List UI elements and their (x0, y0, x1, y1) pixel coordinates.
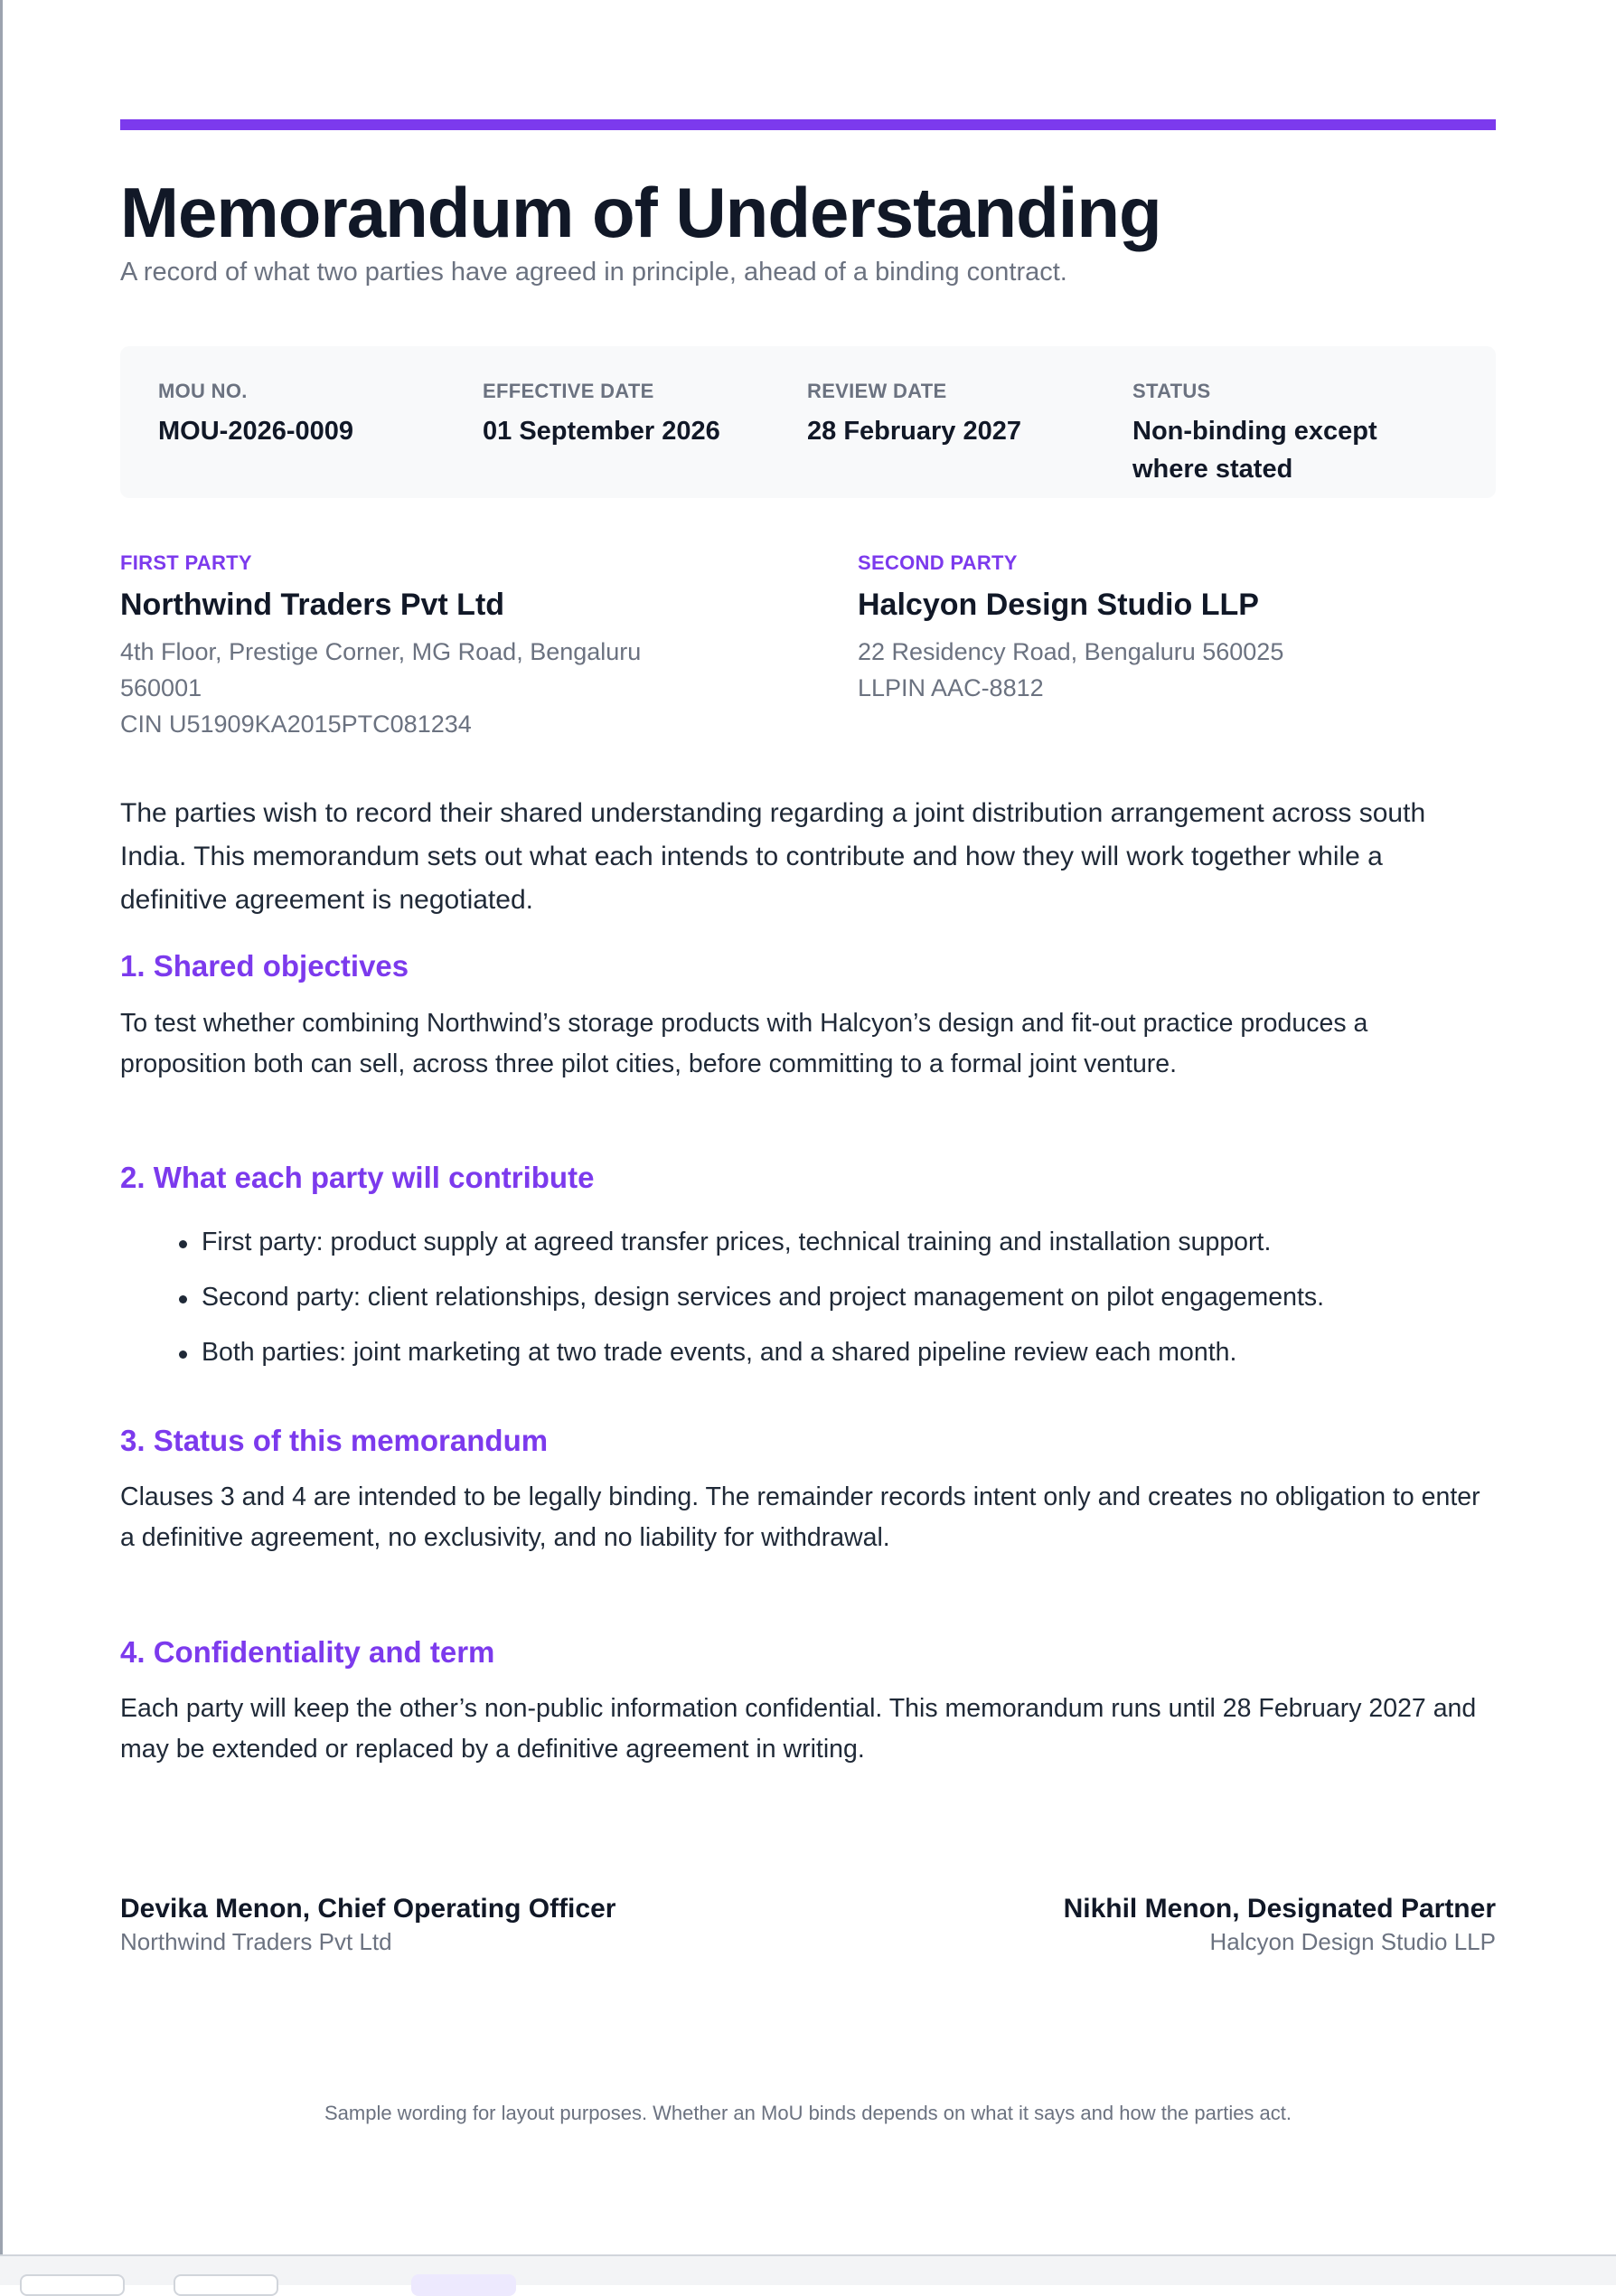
toolbar-tab-active[interactable] (411, 2274, 516, 2296)
section-heading-status: 3. Status of this memorandum (120, 1424, 549, 1457)
meta-panel (120, 346, 1496, 498)
list-item: Second party: client relationships, design services and project management on pilot engagements. (120, 1277, 1496, 1332)
list-item: Both parties: joint marketing at two trade events, and a shared pipeline review each month. (120, 1332, 1496, 1388)
party-label: SECOND PARTY (858, 551, 1018, 574)
meta-status (1132, 380, 1431, 488)
meta-value: 28 February 2027 (807, 417, 1021, 446)
signature-first-party (120, 1894, 615, 1956)
meta-label: REVIEW DATE (807, 380, 947, 402)
party-name: Northwind Traders Pvt Ltd (120, 588, 505, 622)
signatory-organisation: Northwind Traders Pvt Ltd (120, 1928, 392, 1955)
list-item: First party: product supply at agreed transfer prices, technical training and installation support. (120, 1222, 1496, 1277)
signatory-name: Nikhil Menon, Designated Partner (1063, 1894, 1496, 1924)
accent-bar (120, 119, 1496, 130)
section-heading-contributions: 2. What each party will contribute (120, 1161, 595, 1194)
first-party-block (120, 551, 699, 742)
signatory-name: Devika Menon, Chief Operating Officer (120, 1894, 616, 1924)
party-registration: LLPIN AAC-8812 (858, 674, 1044, 701)
document-subtitle: A record of what two parties have agreed in principle, ahead of a binding contract. (120, 258, 1067, 287)
signature-second-party (1064, 1894, 1496, 1956)
footnote: Sample wording for layout purposes. Whether an MoU binds depends on what it says and how the parties act. (324, 2102, 1292, 2124)
party-registration: CIN U51909KA2015PTC081234 (120, 710, 472, 738)
meta-value: MOU-2026-0009 (158, 417, 353, 446)
section-heading-confidentiality: 4. Confidentiality and term (120, 1635, 495, 1669)
meta-label: STATUS (1132, 380, 1211, 402)
document-title: Memorandum of Understanding (120, 173, 1161, 252)
party-label: FIRST PARTY (120, 551, 252, 574)
signatory-organisation: Halcyon Design Studio LLP (1209, 1928, 1496, 1955)
party-address-line: 22 Residency Road, Bengaluru 560025 (858, 638, 1284, 665)
meta-label: EFFECTIVE DATE (483, 380, 654, 402)
section-body-objectives: To test whether combining Northwind’s storage products with Halcyon’s design and fit-out practice produces a proposition both can sell, across three pilot cities, before committing to a formal joint venture. (120, 1009, 1368, 1078)
section-heading-objectives: 1. Shared objectives (120, 949, 409, 983)
section-body-confidentiality: Each party will keep the other’s non-public information confidential. This memorandum runs until 28 February 2027 and may be extended or replaced by a definitive agreement in writing. (120, 1694, 1477, 1764)
meta-mou-number (158, 380, 447, 450)
meta-value: 01 September 2026 (483, 417, 720, 446)
meta-effective-date (483, 380, 772, 450)
toolbar-tab[interactable] (174, 2274, 278, 2296)
section-body-status: Clauses 3 and 4 are intended to be legally binding. The remainder records intent only and creates no obligation to enter a definitive agreement, no exclusivity, and no liability for withdrawal. (120, 1482, 1480, 1552)
second-party-block (858, 551, 1436, 706)
party-address (858, 634, 1436, 706)
contributions-list (120, 1222, 1496, 1388)
meta-label: MOU NO. (158, 380, 248, 402)
party-address-line: 4th Floor, Prestige Corner, MG Road, Bengaluru (120, 638, 642, 665)
intro-paragraph: The parties wish to record their shared understanding regarding a joint distribution arrangement across south India. This memorandum sets out what each intends to contribute and how they will work together while a definitive agreement is negotiated. (120, 798, 1426, 915)
party-name: Halcyon Design Studio LLP (858, 588, 1259, 622)
party-address-line: 560001 (120, 674, 202, 701)
meta-review-date (807, 380, 1096, 450)
toolbar-tab[interactable] (20, 2274, 125, 2296)
bottom-toolbar-strip (0, 2254, 1616, 2285)
meta-value: Non-binding except where stated (1132, 417, 1377, 484)
party-address (120, 634, 699, 742)
left-border (0, 0, 3, 2254)
